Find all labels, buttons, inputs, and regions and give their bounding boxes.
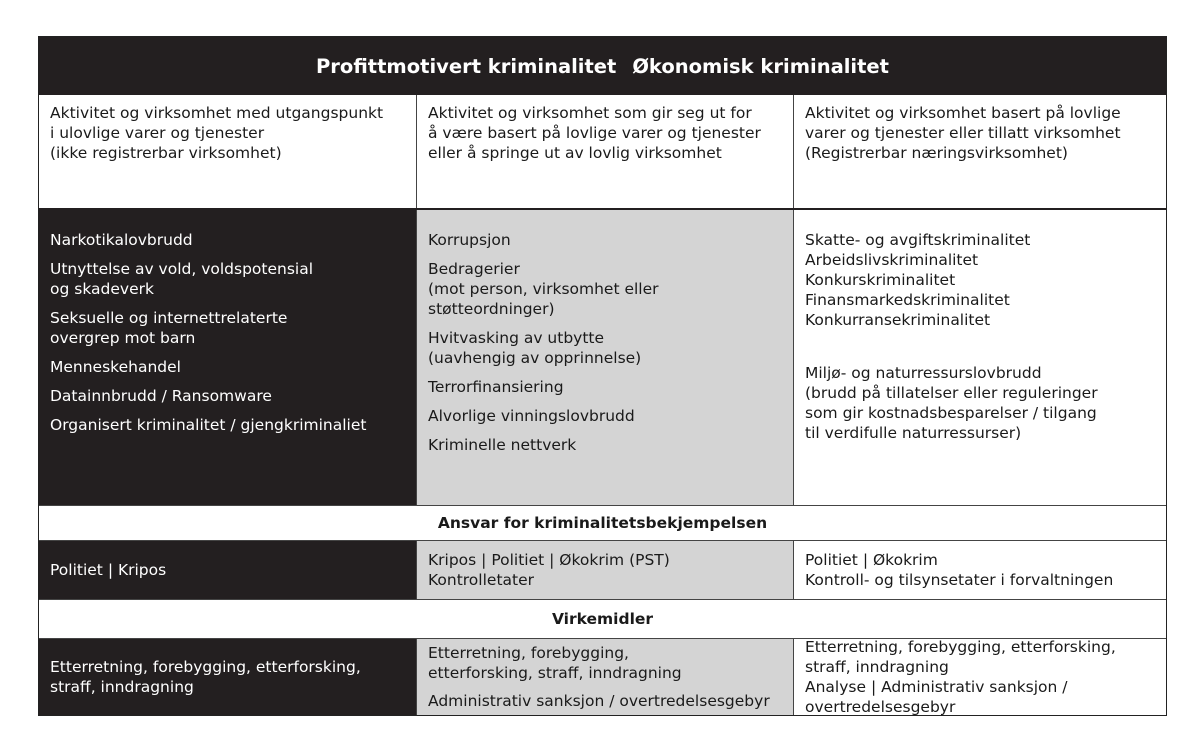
list-item: Konkurransekriminalitet bbox=[805, 311, 991, 329]
measures-heading: Virkemidler bbox=[39, 599, 1166, 639]
list-item: Miljø- og naturressurslovbrudd (brudd på tillatelser eller reguleringer som gir kostnadsbesparelser / tilgang til verdifulle naturressurser) bbox=[805, 364, 1098, 442]
measures-text: Analyse | Administrativ sanksjon / overtredelsesgebyr bbox=[805, 678, 1068, 716]
measures-row bbox=[39, 639, 1166, 715]
list-item: Skatte- og avgiftskriminalitet bbox=[805, 231, 1031, 249]
table-title bbox=[39, 37, 1166, 95]
list-item: Bedragerier (mot person, virksomhet eller støtteordninger) bbox=[428, 260, 659, 318]
crime-list-legal bbox=[793, 210, 1166, 505]
column-header-pseudo-legal: Aktivitet og virksomhet som gir seg ut for å være basert på lovlige varer og tjenester eller å springe ut av lovlig virksomhet bbox=[416, 95, 793, 208]
spacer bbox=[428, 683, 783, 691]
responsibility-row bbox=[39, 541, 1166, 599]
measures-text: Administrativ sanksjon / overtredelsesgebyr bbox=[428, 692, 770, 710]
responsibility-heading: Ansvar for kriminalitetsbekjempelsen bbox=[39, 505, 1166, 541]
crime-list-illegal bbox=[39, 210, 416, 505]
crime-list-pseudo-legal bbox=[416, 210, 793, 505]
list-item: Menneskehandel bbox=[50, 358, 181, 376]
list-item: Organisert kriminalitet / gjengkriminaliet bbox=[50, 416, 367, 434]
crime-overview-table bbox=[38, 36, 1167, 716]
responsibility-text: Politiet | Kripos bbox=[50, 561, 167, 579]
responsibility-illegal bbox=[39, 541, 416, 599]
list-item: Konkurskriminalitet bbox=[805, 271, 956, 289]
list-item: Narkotikalovbrudd bbox=[50, 231, 193, 249]
list-item: Utnyttelse av vold, voldspotensial og skadeverk bbox=[50, 260, 314, 298]
measures-pseudo-legal bbox=[416, 639, 793, 715]
responsibility-text: Politiet | Økokrim Kontroll- og tilsynsetater i forvaltningen bbox=[805, 551, 1114, 589]
responsibility-legal bbox=[793, 541, 1166, 599]
responsibility-pseudo-legal bbox=[416, 541, 793, 599]
list-item: Arbeidslivskriminalitet bbox=[805, 251, 979, 269]
spacer bbox=[805, 330, 1156, 363]
column-headers bbox=[39, 95, 1166, 210]
measures-text: Etterretning, forebygging, etterforsking, straff, inndragning bbox=[428, 644, 682, 682]
title-economic-crime: Økonomisk kriminalitet bbox=[632, 54, 889, 78]
crime-types-row bbox=[39, 210, 1166, 505]
list-item: Korrupsjon bbox=[428, 231, 511, 249]
list-item: Terrorfinansiering bbox=[428, 378, 564, 396]
column-header-legal: Aktivitet og virksomhet basert på lovlige varer og tjenester eller tillatt virksomhet (Registrerbar næringsvirksomhet) bbox=[793, 95, 1166, 208]
title-profit-crime: Profittmotivert kriminalitet bbox=[316, 54, 617, 78]
list-item: Kriminelle nettverk bbox=[428, 436, 577, 454]
list-item: Finansmarkedskriminalitet bbox=[805, 291, 1010, 309]
column-header-illegal: Aktivitet og virksomhet med utgangspunkt i ulovlige varer og tjenester (ikke registrerbar virksomhet) bbox=[50, 104, 384, 162]
measures-text: Etterretning, forebygging, etterforsking, straff, inndragning bbox=[50, 658, 361, 696]
list-item: Seksuelle og internettrelaterte overgrep mot barn bbox=[50, 309, 288, 347]
measures-legal bbox=[793, 639, 1166, 715]
measures-illegal bbox=[39, 639, 416, 715]
list-item: Alvorlige vinningslovbrudd bbox=[428, 407, 635, 425]
list-item: Hvitvasking av utbytte (uavhengig av opprinnelse) bbox=[428, 329, 642, 367]
list-item: Datainnbrudd / Ransomware bbox=[50, 387, 272, 405]
responsibility-text: Kripos | Politiet | Økokrim (PST) Kontrolletater bbox=[428, 551, 670, 589]
measures-text: Etterretning, forebygging, etterforsking, straff, inndragning bbox=[805, 638, 1116, 676]
